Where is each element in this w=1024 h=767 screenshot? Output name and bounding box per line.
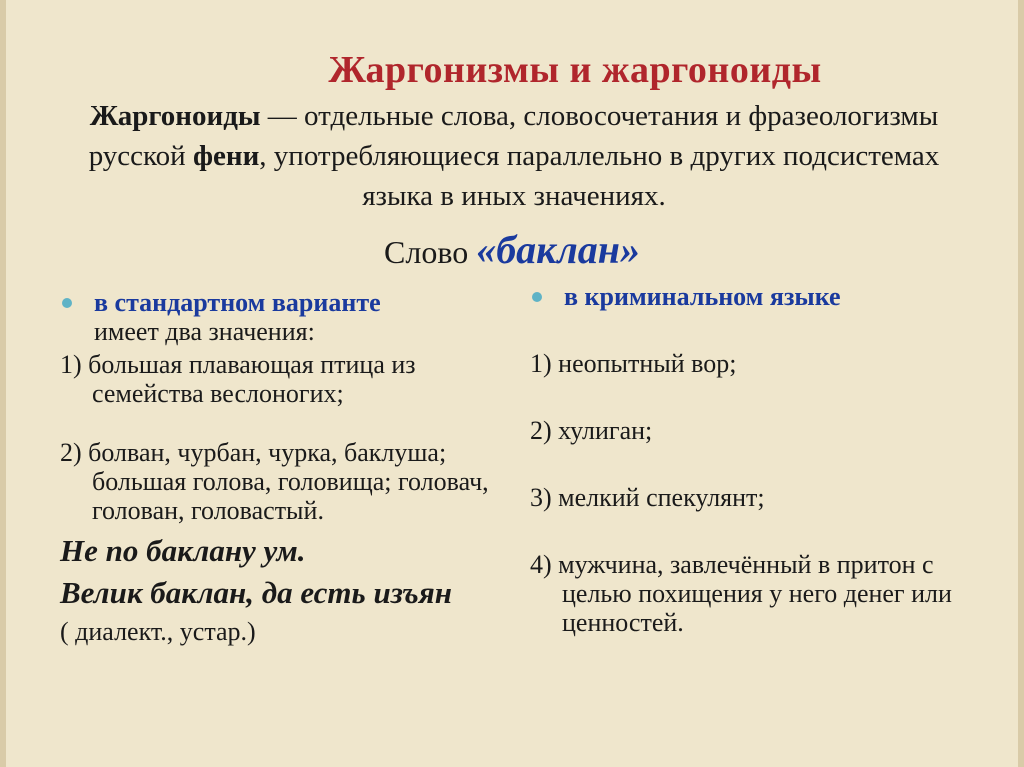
- bullet-dot-icon: [532, 292, 542, 302]
- left-column: [60, 288, 510, 646]
- criminal-meaning-2: 2) хулиган;: [530, 416, 653, 445]
- criminal-meaning-4: 4) мужчина, завлечённый в притон с целью похищения у него денег или ценностей.: [530, 550, 952, 637]
- word-heading: [0, 226, 1024, 273]
- criminal-meaning-3: 3) мелкий спекулянт;: [530, 483, 765, 512]
- definition-term: Жаргоноиды: [89, 100, 261, 132]
- bullet-criminal: [530, 282, 960, 311]
- word-prefix: Слово: [384, 234, 477, 270]
- slide-title: Жаргонизмы и жаргоноиды: [328, 49, 822, 91]
- proverb-2: Велик баклан, да есть изъян: [60, 575, 452, 610]
- standard-meaning-2: 2) болван, чурбан, чурка, баклуша; большая голова, головища; головач, голован, головастый.: [60, 438, 489, 525]
- word-baklan: «баклан»: [476, 227, 640, 272]
- proverb-1: Не по баклану ум.: [60, 533, 306, 568]
- bullet-standard-head: в стандартном варианте: [94, 288, 381, 317]
- definition-paragraph: [60, 96, 968, 216]
- bullet-standard-text: имеет два значения:: [94, 317, 315, 346]
- criminal-meaning-1: 1) неопытный вор;: [530, 349, 737, 378]
- bullet-dot-icon: [62, 298, 72, 308]
- definition-text-1: — отдельные слова, словосочетания и фразеологизмы русской: [88, 100, 939, 172]
- dialect-note: ( диалект., устар.): [60, 617, 256, 646]
- right-column: [530, 282, 960, 637]
- bullet-criminal-head: в криминальном языке: [564, 282, 841, 311]
- bullet-standard: [60, 288, 510, 346]
- standard-meaning-1: 1) большая плавающая птица из семейства веслоногих;: [60, 350, 416, 408]
- definition-feni: фени: [192, 140, 260, 172]
- definition-text-2: , употребляющиеся параллельно в других подсистемах языка в иных значениях.: [259, 140, 940, 212]
